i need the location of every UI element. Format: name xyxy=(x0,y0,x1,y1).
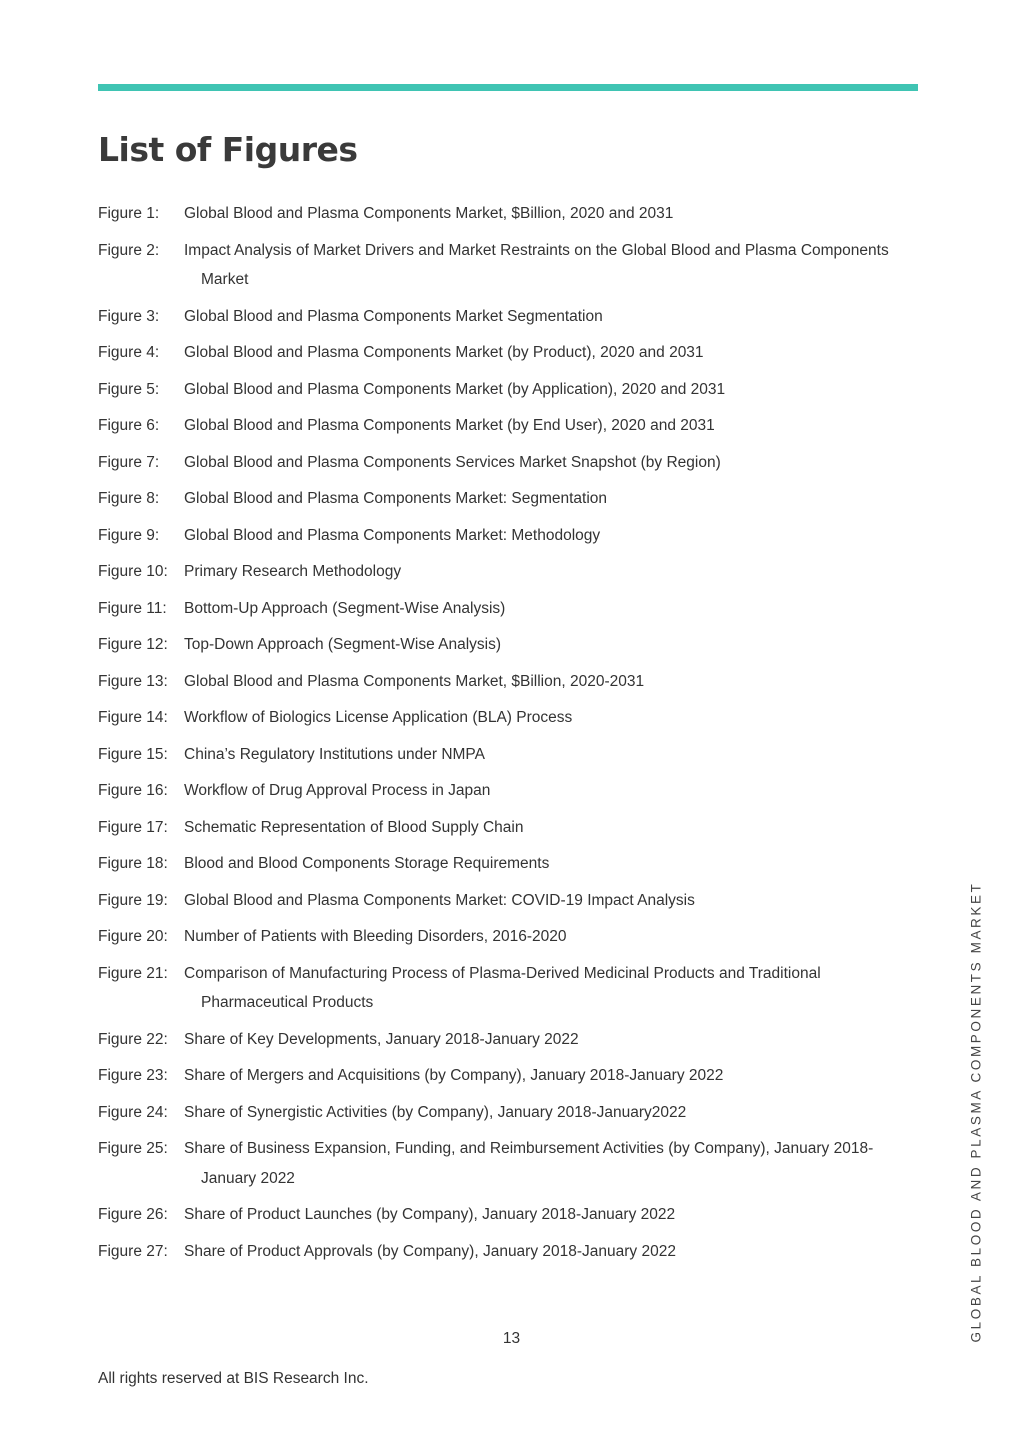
figure-caption: Global Blood and Plasma Components Market: Methodology xyxy=(184,526,601,544)
figure-caption: Top-Down Approach (Segment-Wise Analysis) xyxy=(184,636,502,653)
figure-list-item[interactable] xyxy=(98,338,908,368)
figure-number: Figure 27: xyxy=(98,1242,168,1260)
figure-caption: Global Blood and Plasma Components Market: COVID-19 Impact Analysis xyxy=(184,891,695,909)
figure-caption: Global Blood and Plasma Components Market (by Application), 2020 and 2031 xyxy=(184,380,726,398)
figure-number: Figure 14: xyxy=(98,709,168,726)
figure-list-item[interactable] xyxy=(98,849,908,879)
figure-number: Figure 6: xyxy=(98,417,160,434)
figure-list-item[interactable] xyxy=(98,411,908,441)
figure-list-item[interactable] xyxy=(98,484,908,514)
figure-caption: Blood and Blood Components Storage Requirements xyxy=(184,855,550,872)
figure-list-item[interactable] xyxy=(98,1061,908,1091)
figure-list-item[interactable] xyxy=(98,1134,908,1193)
figure-caption: Bottom-Up Approach (Segment-Wise Analysis) xyxy=(184,599,506,617)
side-running-title: GLOBAL BLOOD AND PLASMA COMPONENTS MARKET xyxy=(968,881,984,1343)
figure-caption: Global Blood and Plasma Components Services Market Snapshot (by Region) xyxy=(184,453,721,471)
figure-list-item[interactable] xyxy=(98,236,908,295)
figure-list-item[interactable] xyxy=(98,1098,908,1128)
figure-list xyxy=(98,199,908,1273)
figure-number: Figure 24: xyxy=(98,1103,168,1121)
figure-number: Figure 12: xyxy=(98,636,168,653)
figure-list-item[interactable] xyxy=(98,703,908,733)
figure-number: Figure 10: xyxy=(98,563,168,580)
figure-caption: Global Blood and Plasma Components Market Segmentation xyxy=(184,307,603,325)
figure-list-item[interactable] xyxy=(98,375,908,405)
footer-copyright: All rights reserved at BIS Research Inc. xyxy=(98,1370,369,1387)
figure-caption: Global Blood and Plasma Components Market, $Billion, 2020-2031 xyxy=(184,672,645,690)
figure-list-item[interactable] xyxy=(98,959,908,1018)
figure-number: Figure 26: xyxy=(98,1206,168,1223)
figure-caption: China’s Regulatory Institutions under NMPA xyxy=(184,745,485,763)
figure-number: Figure 5: xyxy=(98,380,160,398)
figure-number: Figure 8: xyxy=(98,490,160,507)
figure-caption: Global Blood and Plasma Components Market (by Product), 2020 and 2031 xyxy=(184,344,704,361)
figure-list-item[interactable] xyxy=(98,886,908,916)
figure-caption: Share of Product Approvals (by Company), January 2018-January 2022 xyxy=(184,1242,676,1260)
figure-caption: Share of Key Developments, January 2018-January 2022 xyxy=(184,1030,579,1048)
figure-caption: Share of Product Launches (by Company), January 2018-January 2022 xyxy=(184,1206,676,1223)
figure-caption: Impact Analysis of Market Drivers and Market Restraints on the Global Blood and Plasma Components Market xyxy=(184,241,889,288)
figure-number: Figure 7: xyxy=(98,453,160,471)
header-accent-rule xyxy=(98,84,918,91)
figure-caption: Primary Research Methodology xyxy=(184,563,402,580)
figure-number: Figure 13: xyxy=(98,672,168,690)
figure-list-item[interactable] xyxy=(98,557,908,587)
figure-caption: Comparison of Manufacturing Process of Plasma-Derived Medicinal Products and Traditional Pharmaceutical Products xyxy=(184,964,821,1011)
figure-number: Figure 20: xyxy=(98,928,168,945)
figure-list-item[interactable] xyxy=(98,740,908,770)
figure-number: Figure 1: xyxy=(98,205,160,222)
figure-list-item[interactable] xyxy=(98,1237,908,1267)
figure-number: Figure 2: xyxy=(98,241,160,259)
figure-list-item[interactable] xyxy=(98,813,908,843)
figure-number: Figure 25: xyxy=(98,1140,168,1157)
figure-number: Figure 17: xyxy=(98,818,168,836)
figure-list-item[interactable] xyxy=(98,776,908,806)
figure-caption: Number of Patients with Bleeding Disorders, 2016-2020 xyxy=(184,928,567,945)
figure-list-item[interactable] xyxy=(98,302,908,332)
figure-caption: Share of Synergistic Activities (by Company), January 2018-January2022 xyxy=(184,1103,687,1121)
figure-caption: Global Blood and Plasma Components Market (by End User), 2020 and 2031 xyxy=(184,417,715,434)
page-number: 13 xyxy=(502,1330,521,1347)
figure-number: Figure 3: xyxy=(98,307,160,325)
figure-caption: Global Blood and Plasma Components Market, $Billion, 2020 and 2031 xyxy=(184,205,674,222)
figure-caption: Workflow of Drug Approval Process in Japan xyxy=(184,782,491,799)
figure-number: Figure 15: xyxy=(98,745,168,763)
figure-number: Figure 9: xyxy=(98,526,160,544)
figure-list-item[interactable] xyxy=(98,1200,908,1230)
figure-list-item[interactable] xyxy=(98,922,908,952)
figure-caption: Global Blood and Plasma Components Market: Segmentation xyxy=(184,490,608,507)
figure-number: Figure 16: xyxy=(98,782,168,799)
figure-list-item[interactable] xyxy=(98,594,908,624)
figure-caption: Share of Business Expansion, Funding, and Reimbursement Activities (by Company), January 2018-January 2022 xyxy=(184,1140,874,1187)
figure-list-item[interactable] xyxy=(98,521,908,551)
figure-list-item[interactable] xyxy=(98,630,908,660)
figure-number: Figure 18: xyxy=(98,855,168,872)
figure-number: Figure 23: xyxy=(98,1067,168,1084)
figure-number: Figure 11: xyxy=(98,599,167,617)
figure-list-item[interactable] xyxy=(98,667,908,697)
figure-caption: Share of Mergers and Acquisitions (by Company), January 2018-January 2022 xyxy=(184,1067,724,1084)
figure-number: Figure 22: xyxy=(98,1030,168,1048)
page-title: List of Figures xyxy=(98,130,358,169)
figure-number: Figure 4: xyxy=(98,344,160,361)
figure-list-item[interactable] xyxy=(98,448,908,478)
figure-caption: Schematic Representation of Blood Supply Chain xyxy=(184,818,524,836)
figure-caption: Workflow of Biologics License Application (BLA) Process xyxy=(184,709,573,726)
figure-list-item[interactable] xyxy=(98,199,908,229)
figure-number: Figure 19: xyxy=(98,891,168,909)
figure-number: Figure 21: xyxy=(98,964,168,982)
figure-list-item[interactable] xyxy=(98,1025,908,1055)
